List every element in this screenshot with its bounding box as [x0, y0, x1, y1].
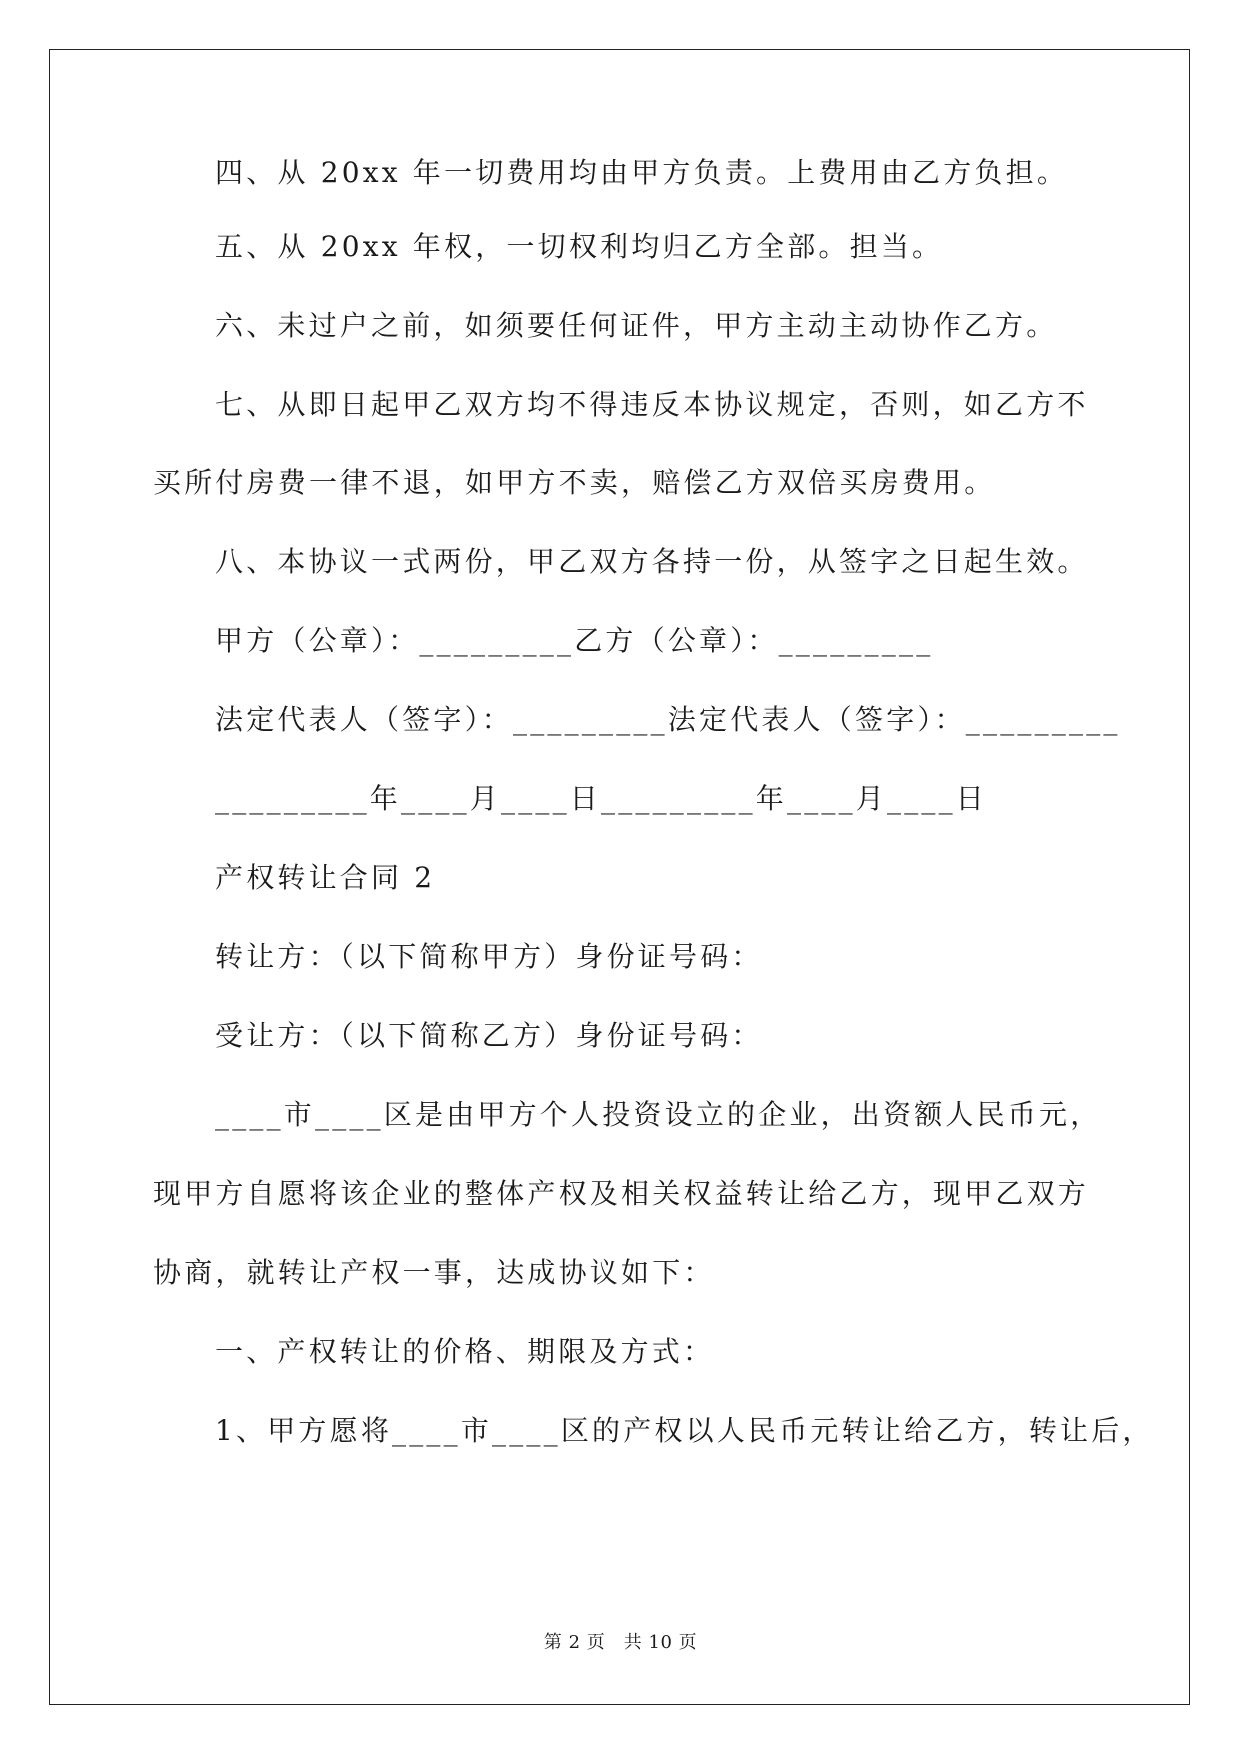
clause-8: 八、本协议一式两份，甲乙双方各持一份，从签字之日起生效。 — [215, 545, 1089, 578]
clause-5: 五、从 20xx 年权，一切权利均归乙方全部。担当。 — [215, 230, 944, 263]
contract-2-title: 产权转让合同 2 — [215, 861, 436, 894]
legal-representative-line: 法定代表人（签字）：_________法定代表人（签字）：_________ — [215, 703, 1121, 736]
preamble-line-2: 现甲方自愿将该企业的整体产权及相关权益转让给乙方，现甲乙双方 — [153, 1177, 1090, 1210]
section-1-heading: 一、产权转让的价格、期限及方式： — [215, 1335, 715, 1368]
clause-7-continued: 买所付房费一律不退，如甲方不卖，赔偿乙方双倍买房费用。 — [153, 466, 996, 499]
page-number-footer: 第 2 页 共 10 页 — [543, 1632, 698, 1653]
date-line: _________年____月____日_________年____月____日 — [215, 782, 988, 815]
clause-6: 六、未过户之前，如须要任何证件，甲方主动主动协作乙方。 — [215, 309, 1058, 342]
transferee-line: 受让方：（以下简称乙方）身份证号码： — [215, 1019, 763, 1052]
section-1-item-1: 1、甲方愿将____市____区的产权以人民币元转让给乙方，转让后， — [215, 1414, 1154, 1447]
party-seals-line: 甲方（公章）：_________乙方（公章）：_________ — [215, 624, 934, 657]
clause-7: 七、从即日起甲乙双方均不得违反本协议规定，否则，如乙方不 — [215, 388, 1089, 421]
preamble-line-1: ____市____区是由甲方个人投资设立的企业，出资额人民币元， — [215, 1098, 1102, 1131]
preamble-line-3: 协商，就转让产权一事，达成协议如下： — [153, 1256, 715, 1289]
transferor-line: 转让方：（以下简称甲方）身份证号码： — [215, 940, 763, 973]
clause-4: 四、从 20xx 年一切费用均由甲方负责。上费用由乙方负担。 — [215, 156, 1069, 189]
